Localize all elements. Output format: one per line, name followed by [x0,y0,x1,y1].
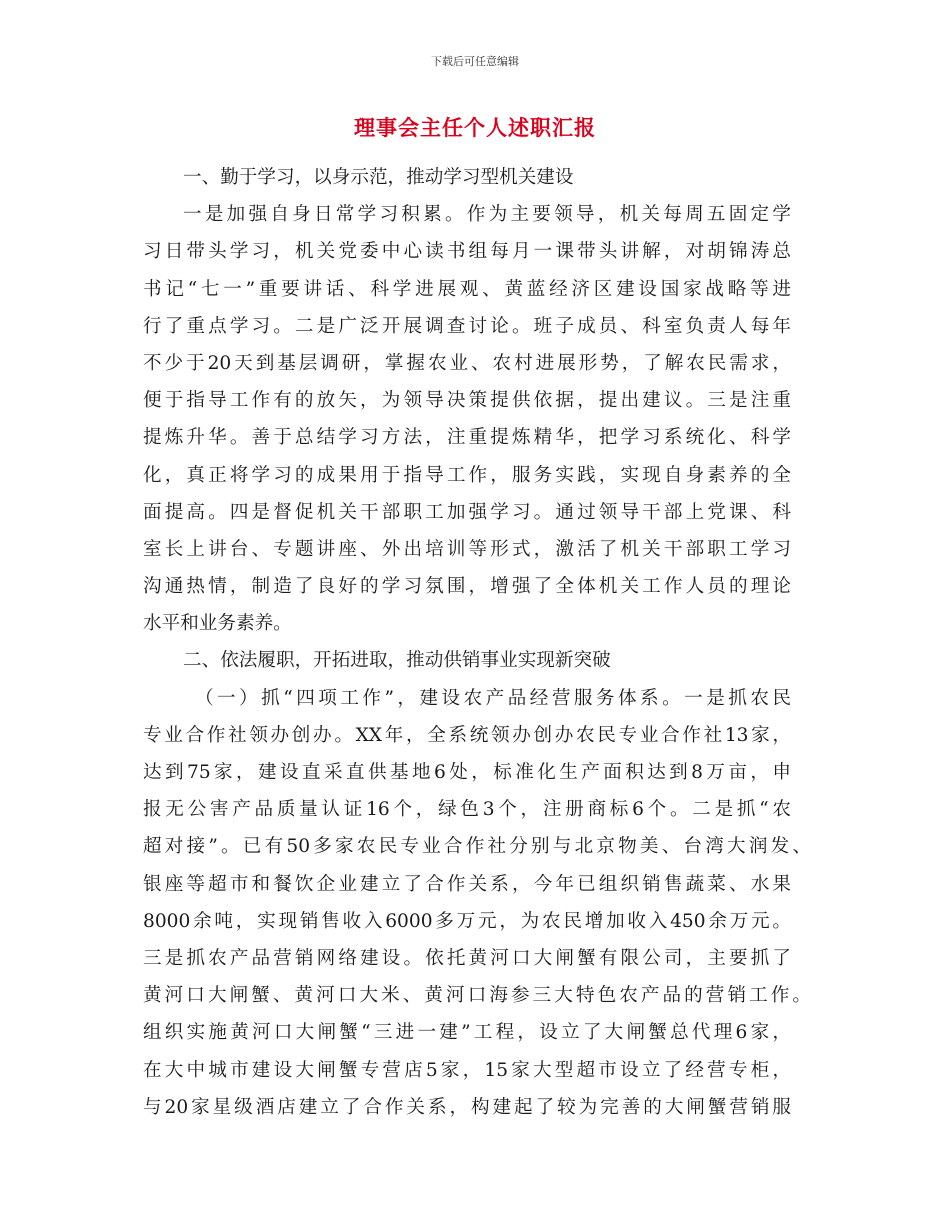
section-heading-1: 一、勤于学习，以身示范，推动学习型机关建设 [183,167,574,188]
paragraph-line: 超对接”。已有50多家农民专业合作社分别与北京物美、台湾大润发、 [143,836,811,858]
paragraph-line: 便于指导工作有的放矢，为领导决策提供依据，提出建议。三是注重 [143,390,791,412]
paragraph-line: 室长上讲台、专题讲座、外出培训等形式，激活了机关干部职工学习 [143,538,791,560]
paragraph-line: 在大中城市建设大闸蟹专营店5家，15家大型超市设立了经营专柜， [143,1059,791,1081]
paragraph-line: 面提高。四是督促机关干部职工加强学习。通过领导干部上党课、科 [143,501,791,523]
paragraph-line: 化，真正将学习的成果用于指导工作，服务实践，实现自身素养的全 [143,464,791,486]
paragraph-line: 与20家星级酒店建立了合作关系，构建起了较为完善的大闸蟹营销服 [143,1096,791,1118]
paragraph-line: 行了重点学习。二是广泛开展调查讨论。班子成员、科室负责人每年 [143,315,791,337]
paragraph-line: 组织实施黄河口大闸蟹“三进一建”工程，设立了大闸蟹总代理6家， [143,1022,791,1044]
document-title: 理事会主任个人述职汇报 [354,116,596,140]
document-body [143,159,813,1126]
section-heading-2: 二、依法履职，开拓进取，推动供销事业实现新突破 [183,650,611,672]
paragraph-line: 习日带头学习，机关党委中心读书组每月一课带头讲解，对胡锦涛总 [143,241,791,263]
paragraph-line: 提炼升华。善于总结学习方法，注重提炼精华，把学习系统化、科学 [143,427,791,449]
paragraph-line: 三是抓农产品营销网络建设。依托黄河口大闸蟹有限公司，主要抓了 [143,947,791,969]
subsection-heading-line: （一）抓“四项工作”，建设农产品经营服务体系。一是抓农民 [195,687,791,709]
paragraph-line: 水平和业务素养。 [143,613,292,635]
paragraph-line: 不少于20天到基层调研，掌握农业、农村进展形势，了解农民需求， [143,352,791,374]
paragraph-line: 银座等超市和餐饮企业建立了合作关系，今年已组织销售蔬菜、水果 [143,873,791,895]
paragraph-line: 沟通热情，制造了良好的学习氛围，增强了全体机关工作人员的理论 [143,576,791,598]
paragraph-line: 达到75家，建设直采直供基地6处，标准化生产面积达到8万亩，申 [143,762,791,783]
paragraph-line: 8000余吨，实现销售收入6000多万元，为农民增加收入450余万元。 [143,910,791,932]
paragraph-line: 一是加强自身日常学习积累。作为主要领导，机关每周五固定学 [183,204,791,226]
header-note: 下载后可任意编辑 [431,55,519,68]
paragraph-line: 报无公害产品质量认证16个，绿色3个，注册商标6个。二是抓“农 [143,799,791,821]
paragraph-line: 书记“七一”重要讲话、科学进展观、黄蓝经济区建设国家战略等进 [143,278,791,300]
paragraph-line: 黄河口大闸蟹、黄河口大米、黄河口海参三大特色农产品的营销工作。 [143,985,811,1007]
paragraph-line: 专业合作社领办创办。XX年，全系统领办创办农民专业合作社13家， [143,724,791,746]
